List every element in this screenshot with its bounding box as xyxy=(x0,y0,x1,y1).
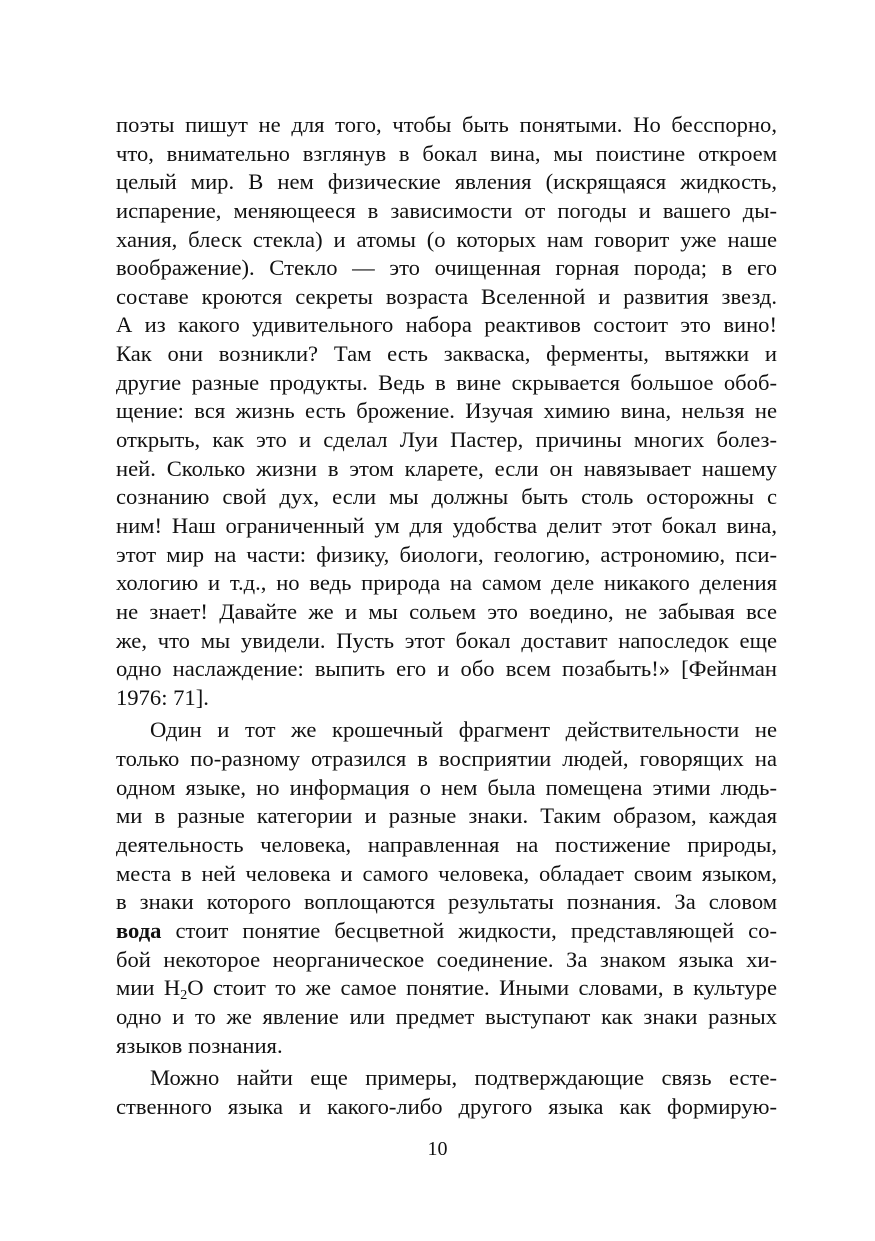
text-line: места в ней человека и самого человека, обладает своим языком, xyxy=(116,860,777,886)
text-line: целый мир. В нем физические явления (искрящаяся жидкость, xyxy=(116,169,777,195)
page-number: 10 xyxy=(427,1138,448,1160)
text-line: ственного языка и какого-либо другого языка как формирую- xyxy=(116,1093,777,1119)
paragraph-fragment-of-reality xyxy=(116,716,777,1060)
text-line: ней. Сколько жизни в этом кларете, если он навязывает нашему xyxy=(116,455,777,481)
text-line: не знает! Давайте же и мы сольем это воедино, не забывая все xyxy=(116,598,777,624)
text-line-with-formula xyxy=(116,974,777,1003)
text-line: только по-разному отразился в восприятии людей, говорящих на xyxy=(116,746,777,772)
term-voda: вода xyxy=(116,917,162,943)
text-line: этот мир на части: физику, биологи, геологию, астрономию, пси- xyxy=(116,541,777,567)
text-line: одно и то же явление или предмет выступают как знаки разных xyxy=(116,1003,777,1029)
text-line: составе кроются секреты возраста Вселенной и развития звезд. xyxy=(116,283,777,309)
text-line: Один и тот же крошечный фрагмент действительности не xyxy=(150,717,777,743)
text-line: что, внимательно взглянув в бокал вина, мы поистине откроем xyxy=(116,140,777,166)
text-fragment: O стоит то же самое понятие. Иными словами, в культуре xyxy=(187,975,777,1001)
text-line: одном языке, но информация о нем была помещена этими людь- xyxy=(116,774,777,800)
text-fragment: мии H xyxy=(116,975,181,1001)
text-line: Как они возникли? Там есть закваска, ферменты, вытяжки и xyxy=(116,341,777,367)
paragraph-more-examples xyxy=(116,1064,777,1121)
text-fragment: стоит понятие бесцветной жидкости, представляющей со- xyxy=(161,917,777,943)
text-line: ним! Наш ограниченный ум для удобства делит этот бокал вина, xyxy=(116,512,777,538)
text-line: открыть, как это и сделал Луи Пастер, причины многих болез- xyxy=(116,427,777,453)
text-line: Можно найти еще примеры, подтверждающие связь есте- xyxy=(150,1065,777,1091)
text-line: хологию и т.д., но ведь природа на самом деле никакого деления xyxy=(116,570,777,596)
text-line: одно наслаждение: выпить его и обо всем позабыть!» [Фейнман xyxy=(116,656,777,682)
text-line: бой некоторое неорганическое соединение. За знаком языка хи- xyxy=(116,946,777,972)
text-line: 1976: 71]. xyxy=(116,684,209,710)
text-line: сознанию свой дух, если мы должны быть столь осторожны с xyxy=(116,484,777,510)
text-line: испарение, меняющееся в зависимости от погоды и вашего ды- xyxy=(116,197,777,223)
text-line: А из какого удивительного набора реактивов состоит это вино! xyxy=(116,312,777,338)
text-line: ми в разные категории и разные знаки. Таким образом, каждая xyxy=(116,803,777,829)
text-line: щение: вся жизнь есть брожение. Изучая химию вина, нельзя не xyxy=(116,398,777,424)
body-text xyxy=(116,111,777,1121)
text-line: языков познания. xyxy=(116,1032,283,1058)
text-line: другие разные продукты. Ведь в вине скрывается большое обоб- xyxy=(116,369,777,395)
text-line: же, что мы увидели. Пусть этот бокал доставит напоследок еще xyxy=(116,627,777,653)
text-line: воображение). Стекло — это очищенная горная порода; в его xyxy=(116,255,777,281)
paragraph-quote-continuation xyxy=(116,111,777,712)
text-line: в знаки которого воплощаются результаты познания. За словом xyxy=(116,889,777,915)
text-line-with-term xyxy=(116,917,777,946)
text-line: деятельность человека, направленная на постижение природы, xyxy=(116,832,777,858)
text-line: поэты пишут не для того, чтобы быть понятыми. Но бесспорно, xyxy=(116,112,777,137)
text-line: хания, блеск стекла) и атомы (о которых нам говорит уже наше xyxy=(116,226,777,252)
formula-subscript: 2 xyxy=(180,988,188,1004)
